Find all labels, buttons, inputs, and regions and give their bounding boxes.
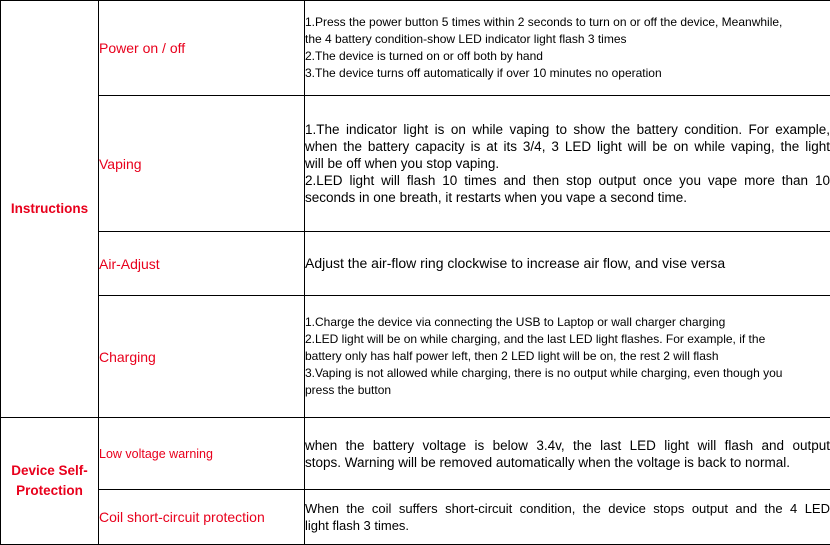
table-row: [1, 232, 830, 296]
description-line: Adjust the air-flow ring clockwise to increase air flow, and vise versa: [305, 255, 830, 272]
description-line: will be off when you stop vaping.: [305, 155, 830, 172]
table-row: [1, 490, 830, 545]
description-line: seconds in one breath, it restarts when you vape a second time.: [305, 189, 830, 206]
feature-charging: Charging: [99, 296, 305, 418]
description-line: 1.The indicator light is on while vaping to show the battery condition. For example,: [305, 121, 830, 138]
description-line: When the coil suffers short-circuit condition, the device stops output and the 4 LED: [305, 500, 830, 517]
feature-power-on-off: Power on / off: [99, 1, 305, 96]
table-row: [1, 296, 830, 418]
description-power-on-off: [305, 1, 830, 96]
group-label-line: Instructions: [11, 201, 88, 216]
description-vaping: [305, 96, 830, 232]
description-line: when the battery voltage is below 3.4v, the last LED light will flash and output: [305, 437, 830, 454]
description-line: stops. Warning will be removed automatically when the voltage is back to normal.: [305, 454, 830, 471]
description-line: when the battery capacity is at its 3/4, 3 LED light will be on while vaping, the light: [305, 138, 830, 155]
description-line: 2.The device is turned on or off both by hand: [305, 48, 830, 65]
group-label-line: Protection: [16, 483, 83, 498]
table-row: [1, 96, 830, 232]
description-charging: [305, 296, 830, 418]
description-line: 2.LED light will flash 10 times and then stop output once you vape more than 10: [305, 172, 830, 189]
description-line: 3.The device turns off automatically if over 10 minutes no operation: [305, 65, 830, 82]
description-air-adjust: [305, 232, 830, 296]
description-line: 2.LED light will be on while charging, and the last LED light flashes. For example, if the: [305, 331, 830, 348]
feature-coil-short-circuit-protection: Coil short-circuit protection: [99, 490, 305, 545]
description-line: 1.Charge the device via connecting the USB to Laptop or wall charger charging: [305, 314, 830, 331]
feature-vaping: Vaping: [99, 96, 305, 232]
feature-air-adjust: Air-Adjust: [99, 232, 305, 296]
group-label-line: Device Self-: [11, 463, 88, 478]
group-label-device-self-protection: [1, 418, 99, 545]
description-line: 1.Press the power button 5 times within 2 seconds to turn on or off the device, Meanwhile,: [305, 14, 830, 31]
description-line: battery only has half power left, then 2 LED light will be on, the rest 2 will flash: [305, 348, 830, 365]
table-row: [1, 418, 830, 490]
feature-low-voltage-warning: Low voltage warning: [99, 418, 305, 490]
description-low-voltage-warning: [305, 418, 830, 490]
description-line: 3.Vaping is not allowed while charging, there is no output while charging, even though you: [305, 365, 830, 382]
description-line: light flash 3 times.: [305, 517, 830, 534]
table-row: [1, 1, 830, 96]
group-label-instructions: [1, 1, 99, 418]
description-line: the 4 battery condition-show LED indicator light flash 3 times: [305, 31, 830, 48]
description-coil-short-circuit-protection: [305, 490, 830, 545]
description-line: press the button: [305, 382, 830, 399]
